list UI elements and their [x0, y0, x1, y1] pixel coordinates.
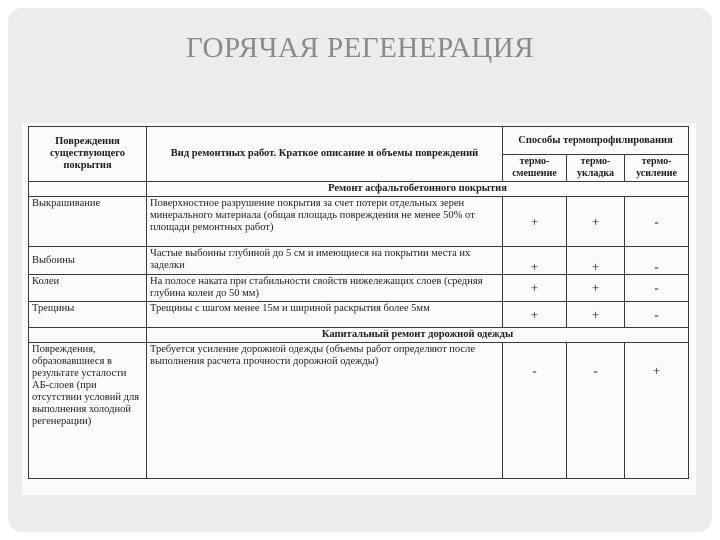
row-5-work: Требуется усиление дорожной одежды (объемы работ определяют после выполнения расчета прочности дорожной одежды): [147, 343, 503, 479]
row-4-mark-1: +: [503, 302, 567, 328]
row-2-damage: Выбоины: [29, 247, 147, 275]
row-4-damage: Трещины: [29, 302, 147, 328]
slide-title: ГОРЯЧАЯ РЕГЕНЕРАЦИЯ: [185, 32, 535, 64]
row-1-mark-3: -: [625, 197, 689, 247]
row-3-mark-3: -: [625, 275, 689, 302]
row-2-mark-1: +: [503, 247, 567, 275]
row-4-work: Трещины с шагом менее 15м и шириной раскрытия более 5мм: [147, 302, 503, 328]
section-capital-repair: Капитальный ремонт дорожной одежды: [147, 328, 689, 343]
row-1-mark-1: +: [503, 197, 567, 247]
row-5-mark-3: +: [625, 343, 689, 479]
row-4-mark-2: +: [567, 302, 625, 328]
row-4-mark-3: -: [625, 302, 689, 328]
section-asphalt-repair: Ремонт асфальтобетонного покрытия: [147, 182, 689, 197]
row-3-work: На полосе наката при стабильности свойств нижележащих слоев (средняя глубина колеи до 50 мм): [147, 275, 503, 302]
row-2-mark-3: -: [625, 247, 689, 275]
subheader-method-2: термо-укладка: [567, 155, 625, 182]
row-1-mark-2: +: [567, 197, 625, 247]
row-3-damage: Колеи: [29, 275, 147, 302]
section-2-spacer: [29, 328, 147, 343]
header-work-type: Вид ремонтных работ. Краткое описание и объемы повреждений: [147, 127, 503, 182]
row-3-mark-1: +: [503, 275, 567, 302]
row-5-damage: Повреждения, образовавшиеся в результате усталости АБ-слоев (при отсутствии условий для выполнения холодной регенерации): [29, 343, 147, 479]
row-1-work: Поверхностное разрушение покрытия за счет потери отдельных зерен минерального материала (общая площадь повреждения не менее 50% от площади ремонтных работ): [147, 197, 503, 247]
subheader-method-1: термо-смешение: [503, 155, 567, 182]
row-5-mark-1: -: [503, 343, 567, 479]
scanned-table-image: [22, 123, 696, 495]
subheader-method-3: термо-усиление: [625, 155, 689, 182]
section-spacer: [29, 182, 147, 197]
header-damage: Повреждения существующего покрытия: [29, 127, 147, 182]
row-2-mark-2: +: [567, 247, 625, 275]
row-1-damage: Выкрашивание: [29, 197, 147, 247]
row-2-work: Частые выбоины глубиной до 5 см и имеющиеся на покрытии места их заделки: [147, 247, 503, 275]
repair-methods-table: [28, 126, 689, 479]
header-methods: Способы термопрофилирования: [503, 127, 689, 155]
row-5-mark-2: -: [567, 343, 625, 479]
row-3-mark-2: +: [567, 275, 625, 302]
